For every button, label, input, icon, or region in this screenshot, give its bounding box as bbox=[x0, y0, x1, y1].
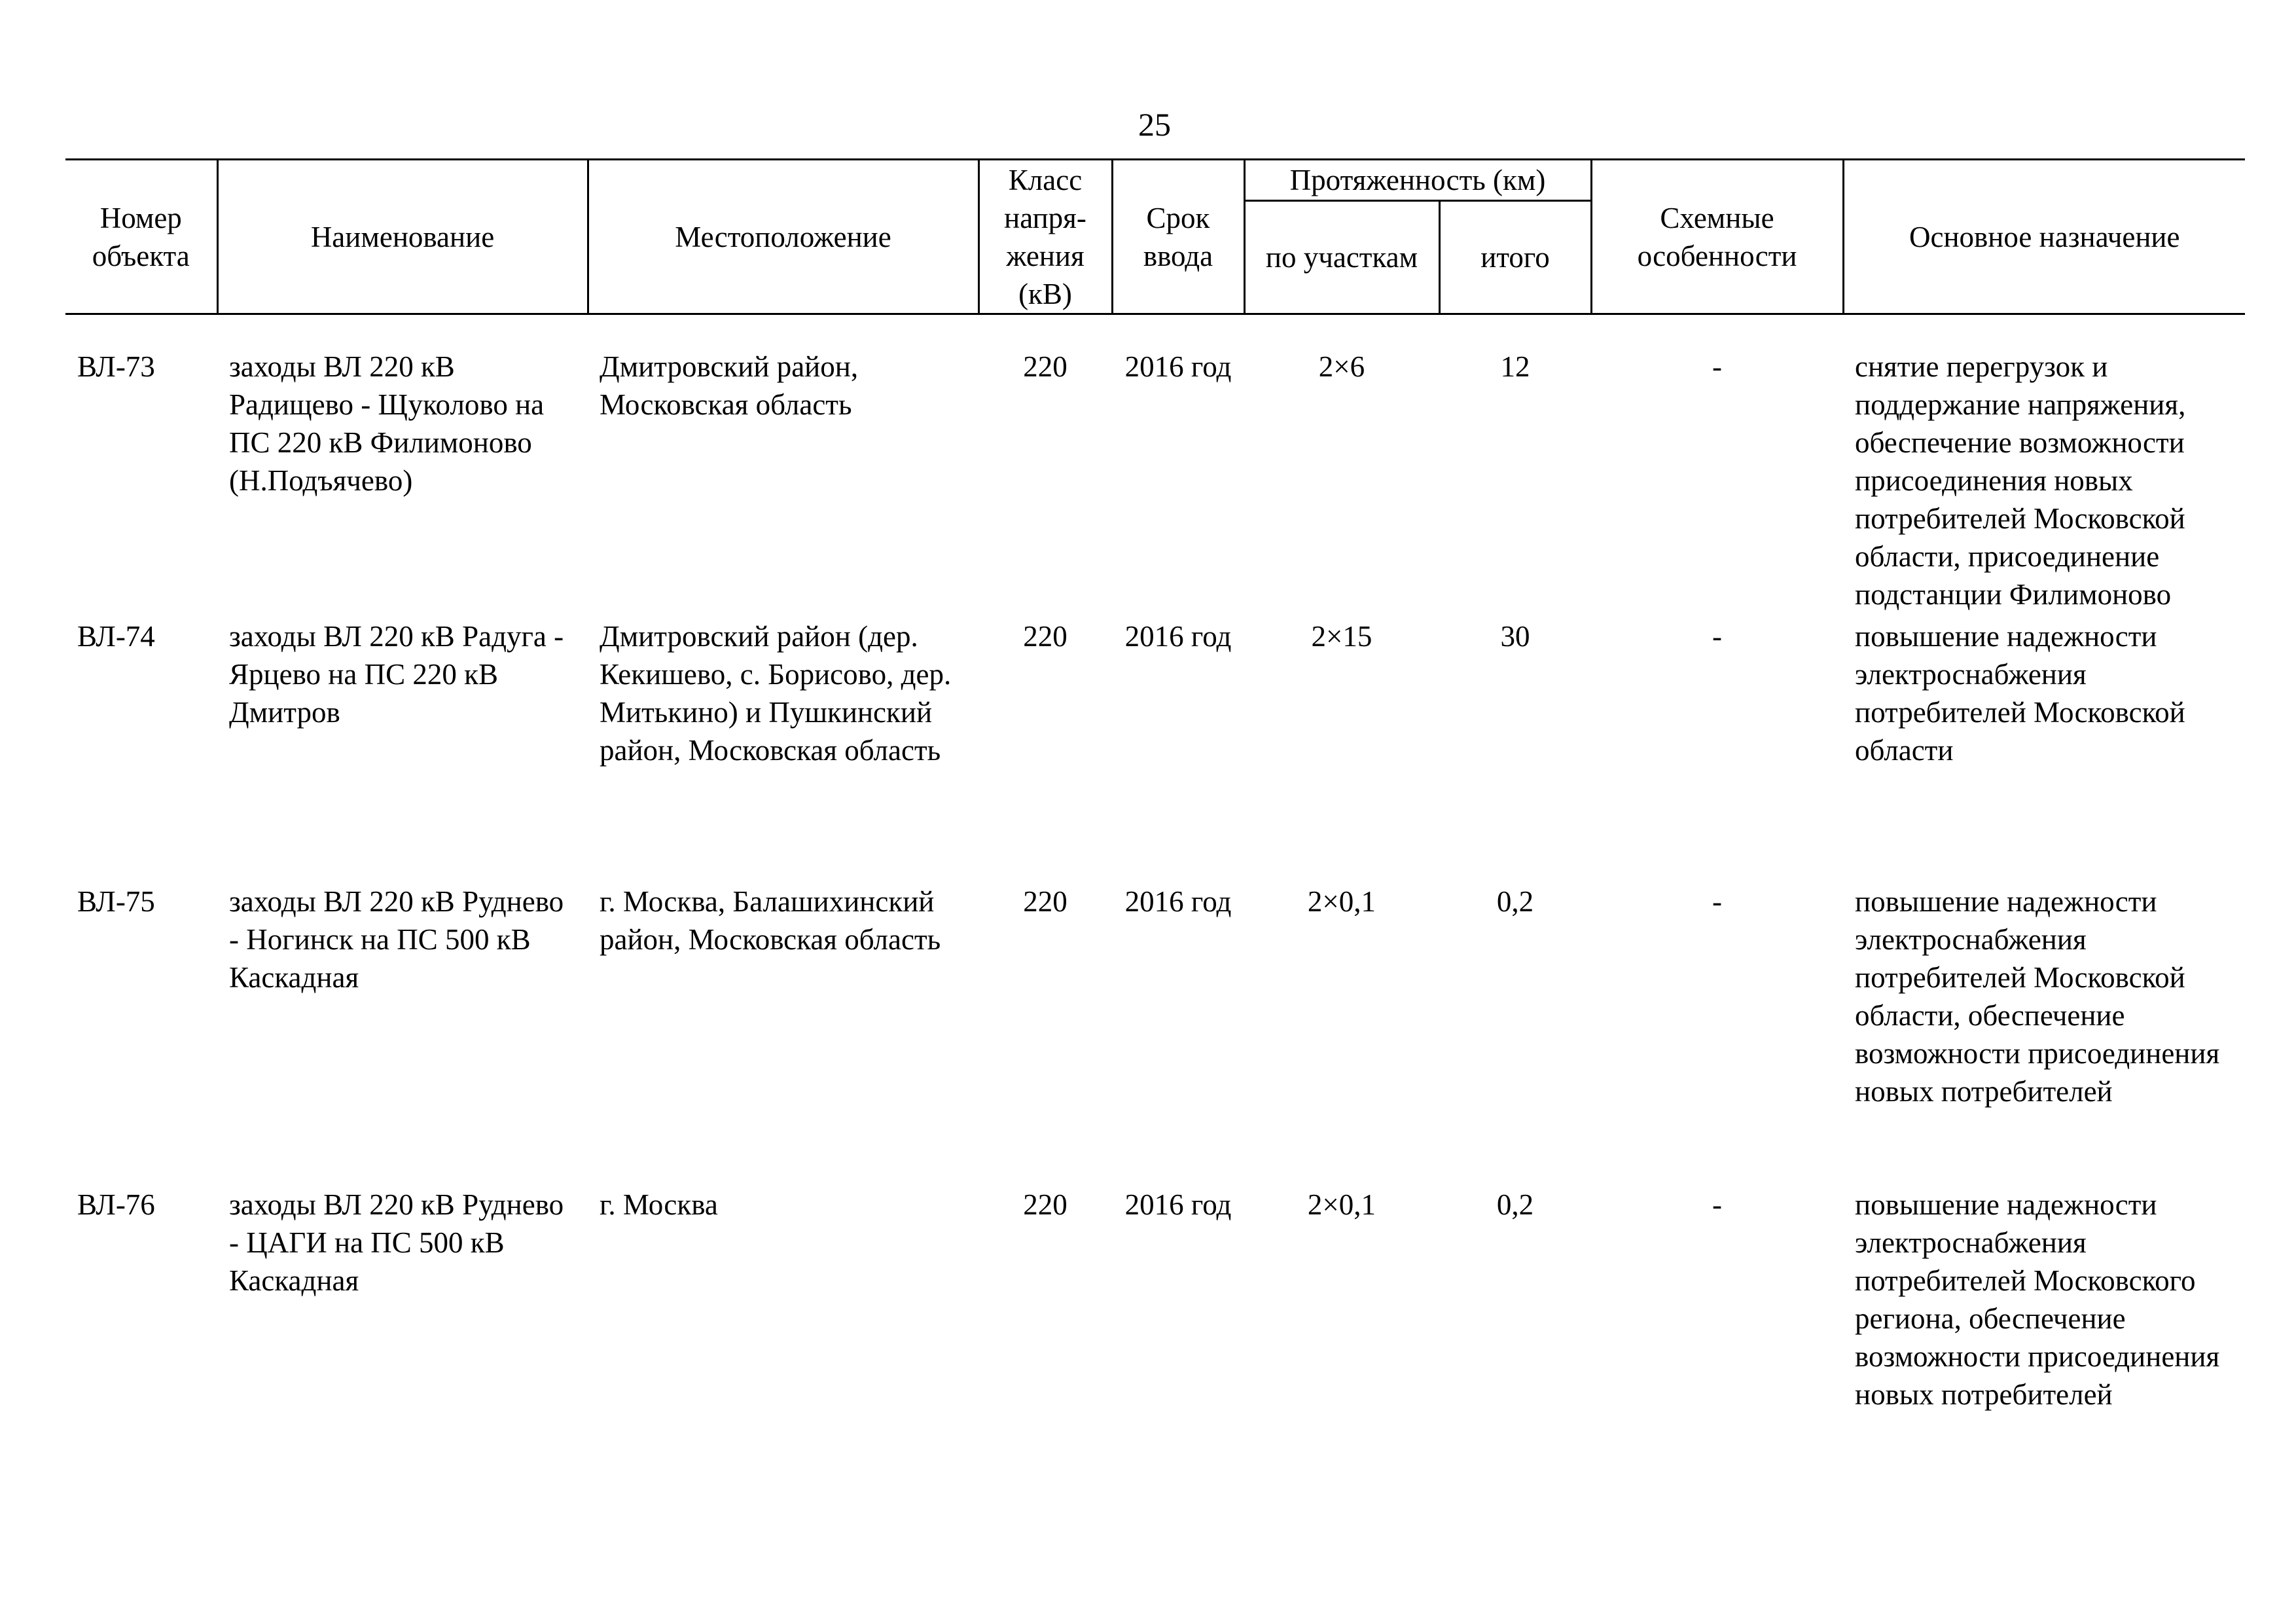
header-scheme: Схемные особенности bbox=[1591, 160, 1843, 314]
cell-voltage: 220 bbox=[1023, 884, 1067, 918]
cell-total: 12 bbox=[1500, 350, 1530, 383]
cell-number: ВЛ-73 bbox=[77, 350, 155, 383]
cell-purpose: повышение надежности электроснабжения потребителей Московской области, обеспечение возможности присоединения новых потребителей bbox=[1855, 884, 2220, 1108]
header-total: итого bbox=[1439, 201, 1591, 314]
cell-purpose: повышение надежности электроснабжения потребителей Московской области bbox=[1855, 619, 2185, 767]
cell-scheme: - bbox=[1712, 350, 1722, 383]
cell-total: 0,2 bbox=[1496, 884, 1534, 918]
cell-total: 30 bbox=[1500, 619, 1530, 653]
cell-by-sections: 2×0,1 bbox=[1307, 1188, 1376, 1221]
header-term: Срок ввода bbox=[1112, 160, 1244, 314]
cell-by-sections: 2×6 bbox=[1318, 350, 1365, 383]
cell-name: заходы ВЛ 220 кВ Руднево - Ногинск на ПС 500 кВ Каскадная bbox=[229, 884, 564, 994]
cell-term: 2016 год bbox=[1124, 350, 1232, 383]
header-length: Протяженность (км) bbox=[1244, 160, 1591, 201]
cell-voltage: 220 bbox=[1023, 619, 1067, 653]
cell-purpose: снятие перегрузок и поддержание напряжения, обеспечение возможности присоединения новых потребителей Московской области, присоединение подстанции Филимоново bbox=[1855, 350, 2186, 611]
cell-name: заходы ВЛ 220 кВ Руднево - ЦАГИ на ПС 500 кВ Каскадная bbox=[229, 1188, 564, 1297]
header-location: Местоположение bbox=[588, 160, 978, 314]
cell-name: заходы ВЛ 220 кВ Радищево - Щуколово на ПС 220 кВ Филимоново (Н.Подъячево) bbox=[229, 350, 545, 497]
cell-location: г. Москва bbox=[600, 1188, 718, 1221]
cell-scheme: - bbox=[1712, 619, 1722, 653]
cell-term: 2016 год bbox=[1124, 619, 1232, 653]
header-purpose: Основное назначение bbox=[1843, 160, 2245, 314]
header-number: Номер объекта bbox=[65, 160, 217, 314]
cell-number: ВЛ-75 bbox=[77, 884, 155, 918]
table-row bbox=[65, 1186, 2245, 1461]
cell-purpose: повышение надежности электроснабжения потребителей Московского региона, обеспечение возможности присоединения новых потребителей bbox=[1855, 1188, 2220, 1411]
cell-number: ВЛ-76 bbox=[77, 1188, 155, 1221]
objects-table bbox=[65, 158, 2245, 1461]
cell-voltage: 220 bbox=[1023, 350, 1067, 383]
cell-location: Дмитровский район (дер. Кекишево, с. Борисово, дер. Митькино) и Пушкинский район, Московская область bbox=[600, 619, 952, 767]
header-voltage: Класс напря-жения (кВ) bbox=[978, 160, 1112, 314]
cell-voltage: 220 bbox=[1023, 1188, 1067, 1221]
cell-term: 2016 год bbox=[1124, 884, 1232, 918]
cell-location: г. Москва, Балашихинский район, Московская область bbox=[600, 884, 941, 956]
cell-total: 0,2 bbox=[1496, 1188, 1534, 1221]
table-header bbox=[65, 160, 2245, 314]
cell-by-sections: 2×15 bbox=[1311, 619, 1372, 653]
table-row bbox=[65, 883, 2245, 1186]
cell-scheme: - bbox=[1712, 1188, 1722, 1221]
header-by-sections: по участкам bbox=[1244, 201, 1439, 314]
table-row bbox=[65, 314, 2245, 617]
cell-name: заходы ВЛ 220 кВ Радуга - Ярцево на ПС 220 кВ Дмитров bbox=[229, 619, 564, 729]
cell-by-sections: 2×0,1 bbox=[1307, 884, 1376, 918]
cell-number: ВЛ-74 bbox=[77, 619, 155, 653]
cell-scheme: - bbox=[1712, 884, 1722, 918]
page-number: 25 bbox=[1138, 106, 1171, 143]
header-name: Наименование bbox=[217, 160, 588, 314]
table-row bbox=[65, 617, 2245, 883]
cell-location: Дмитровский район, Московская область bbox=[600, 350, 859, 421]
cell-term: 2016 год bbox=[1124, 1188, 1232, 1221]
